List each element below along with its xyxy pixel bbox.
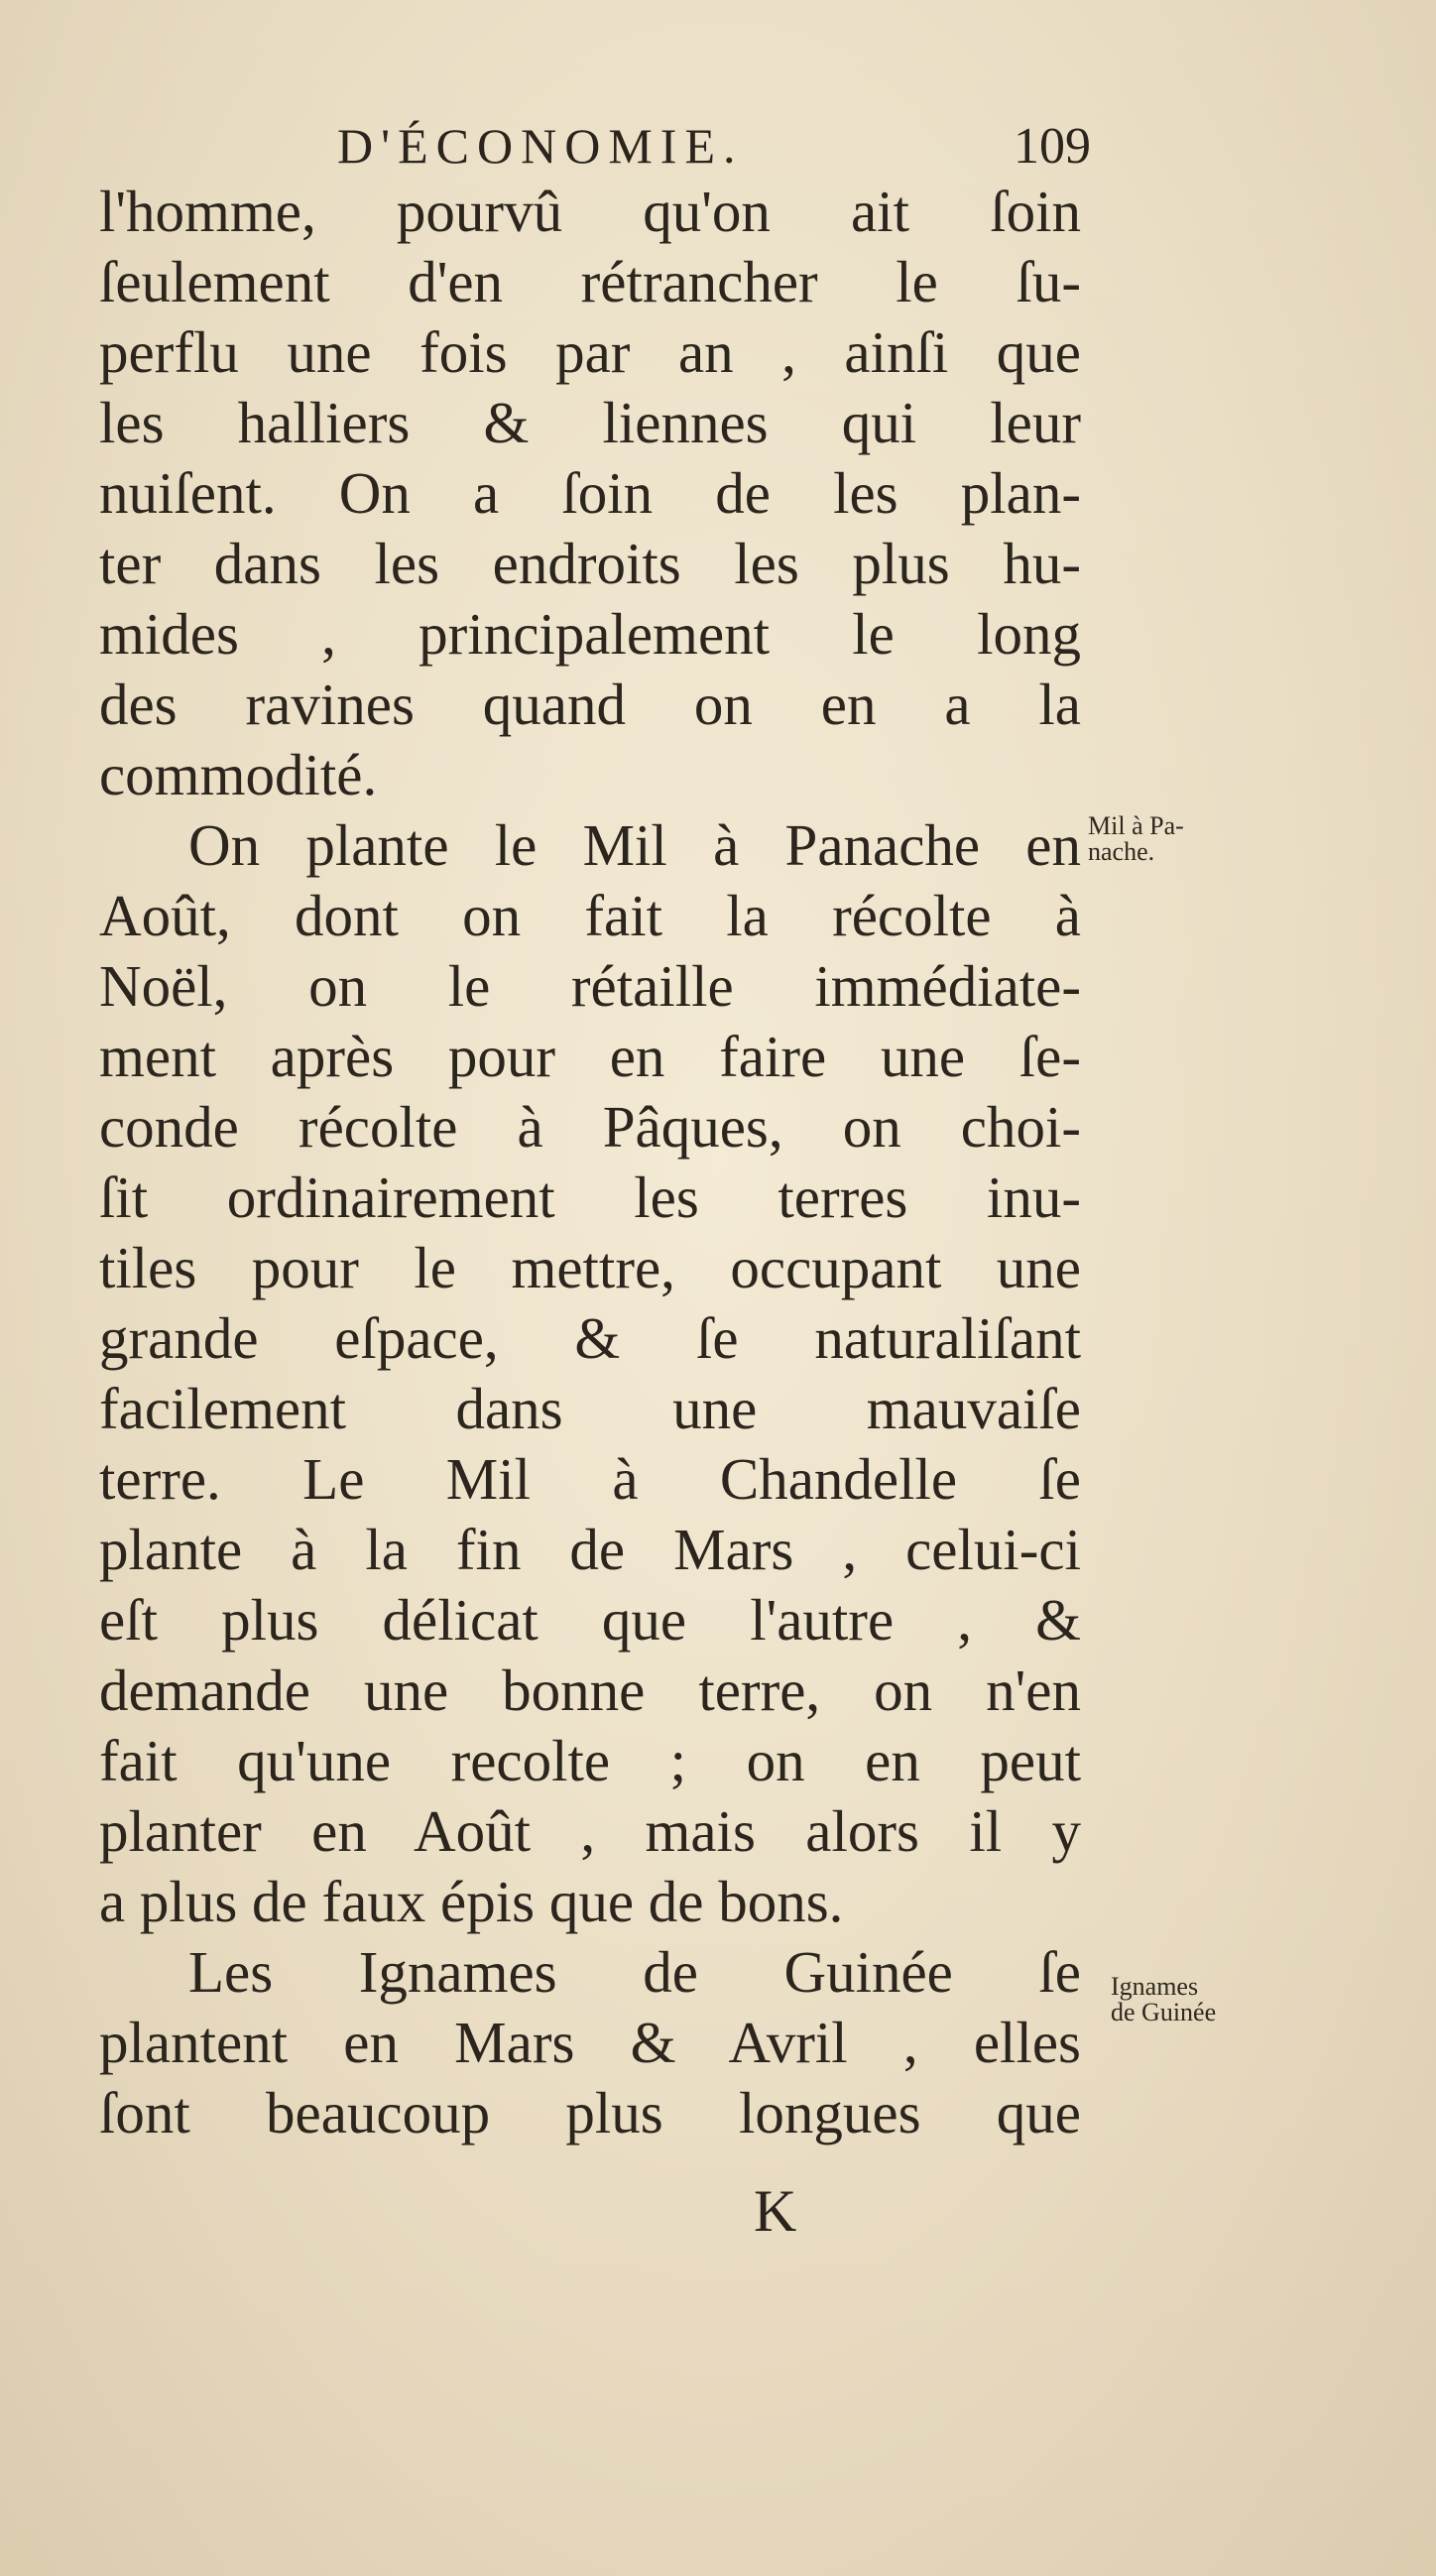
text-line: Noël, on le rétaille immédiate- bbox=[99, 953, 1081, 1019]
margin-note-line: nache. bbox=[1088, 837, 1155, 866]
text-line: conde récolte à Pâques, on choi- bbox=[99, 1094, 1081, 1160]
page-header bbox=[337, 117, 1091, 177]
text-line: a plus de faux épis que de bons. bbox=[99, 1869, 844, 1934]
text-line: les halliers & liennes qui leur bbox=[99, 390, 1081, 455]
text-line: commodité. bbox=[99, 742, 378, 807]
text-line: ment après pour en faire une ſe- bbox=[99, 1024, 1081, 1089]
margin-note-line: de Guinée bbox=[1111, 1998, 1217, 2026]
text-line: plantent en Mars & Avril , elles bbox=[99, 2010, 1081, 2075]
text-line: Les Ignames de Guinée ſe bbox=[188, 1939, 1081, 2005]
text-line: facilement dans une mauvaiſe bbox=[99, 1376, 1081, 1441]
text-line: fait qu'une recolte ; on en peut bbox=[99, 1728, 1081, 1793]
text-line: l'homme, pourvû qu'on ait ſoin bbox=[99, 179, 1081, 244]
margin-note-mil-a-panache bbox=[1088, 813, 1184, 865]
margin-note-line: Ignames bbox=[1111, 1972, 1199, 2001]
margin-note-line: Mil à Pa- bbox=[1088, 811, 1184, 840]
text-line: demande une bonne terre, on n'en bbox=[99, 1657, 1081, 1723]
text-line: des ravines quand on en a la bbox=[99, 672, 1081, 737]
signature-mark: K bbox=[754, 2178, 797, 2244]
text-line: ſont beaucoup plus longues que bbox=[99, 2080, 1081, 2146]
text-line: eſt plus délicat que l'autre , & bbox=[99, 1587, 1081, 1653]
text-line: ſit ordinairement les terres inu- bbox=[99, 1165, 1081, 1230]
text-line: ſeulement d'en rétrancher le ſu- bbox=[99, 249, 1081, 314]
text-line: tiles pour le mettre, occupant une bbox=[99, 1235, 1081, 1300]
text-line: nuiſent. On a ſoin de les plan- bbox=[99, 460, 1081, 526]
text-line: perflu une fois par an , ainſi que bbox=[99, 319, 1081, 385]
body-text bbox=[99, 177, 1081, 2148]
page-number: 109 bbox=[1014, 118, 1091, 175]
margin-note-ignames-de-guinee bbox=[1111, 1974, 1216, 2025]
text-line: grande eſpace, & ſe naturaliſant bbox=[99, 1305, 1081, 1371]
text-line: terre. Le Mil à Chandelle ſe bbox=[99, 1446, 1081, 1512]
running-title: D'ÉCONOMIE. bbox=[337, 118, 744, 174]
text-line: plante à la fin de Mars , celui-ci bbox=[99, 1517, 1081, 1582]
text-line: Août, dont on fait la récolte à bbox=[99, 883, 1081, 948]
text-line: planter en Août , mais alors il y bbox=[99, 1798, 1081, 1864]
text-line: ter dans les endroits les plus hu- bbox=[99, 531, 1081, 596]
text-line: mides , principalement le long bbox=[99, 601, 1081, 667]
text-line: On plante le Mil à Panache en bbox=[188, 812, 1081, 878]
